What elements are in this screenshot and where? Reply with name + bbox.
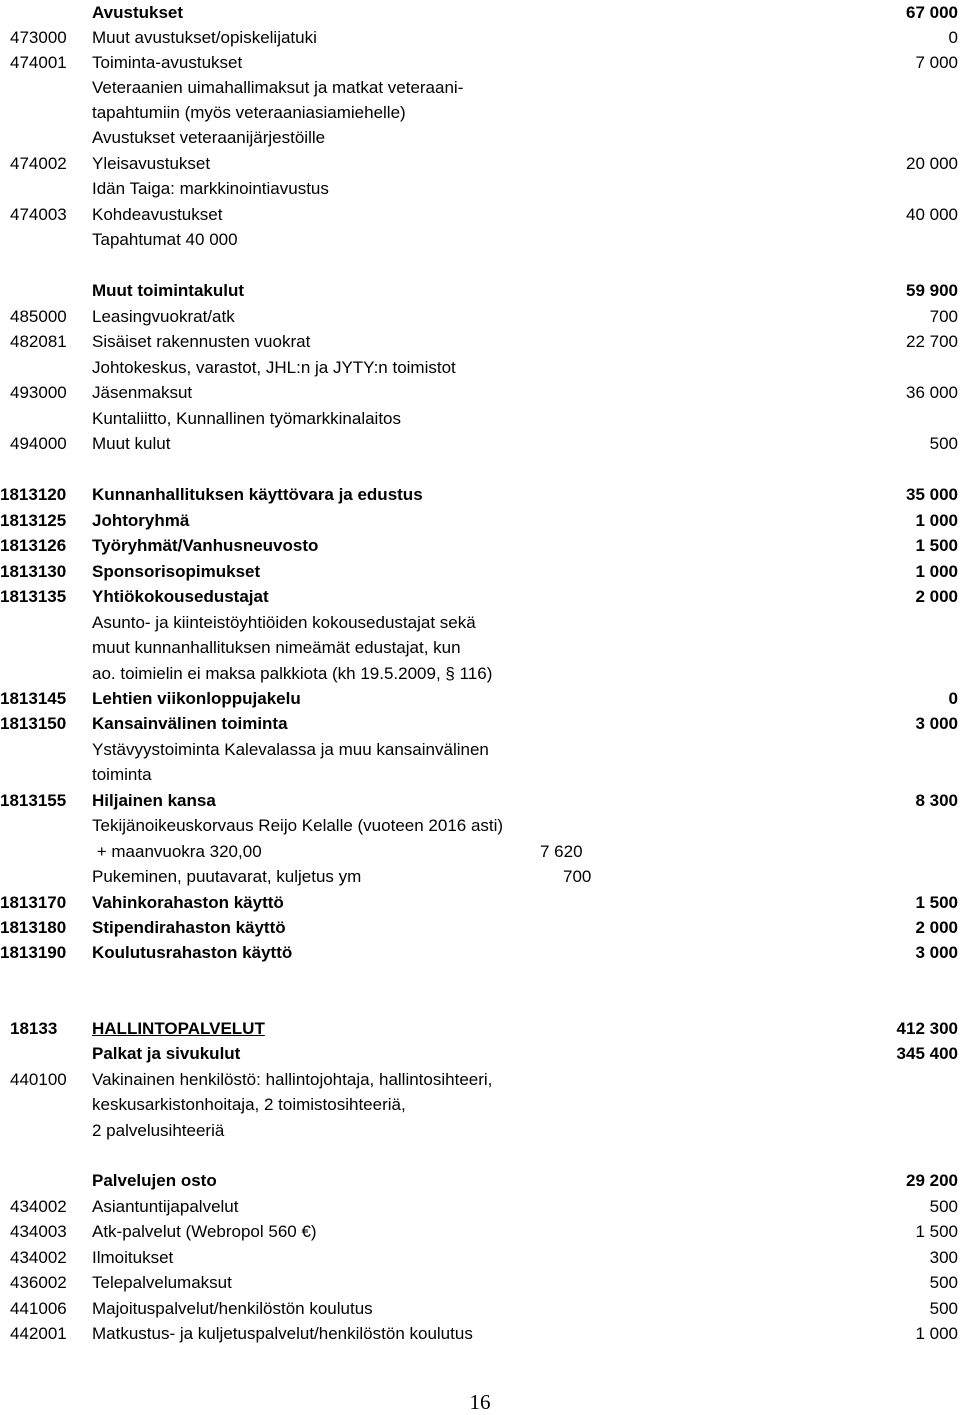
row-amount: 7 000 [915,53,958,72]
row-label: Muut toimintakulut [92,281,245,300]
account-code: 1813145 [0,689,67,708]
account-code: 436002 [10,1273,67,1292]
row-label: Palvelujen osto [92,1171,217,1190]
row-amount: 20 000 [906,154,958,173]
row-amount: 1 500 [915,893,958,912]
row-amount: 500 [929,434,958,453]
table-row [0,508,960,533]
row-amount: 1 000 [915,562,958,581]
row-amount: 0 [948,689,958,708]
row-amount: 59 900 [906,281,958,300]
row-label: Matkustus- ja kuljetuspalvelut/henkilöstön koulutus [92,1324,473,1343]
account-code: 434003 [10,1222,67,1241]
account-code: 494000 [10,434,67,453]
row-amount: 345 400 [896,1044,958,1063]
row-amount: 8 300 [915,791,958,810]
account-code: 474001 [10,53,67,72]
account-code: 1813125 [0,511,67,530]
row-amount: 3 000 [915,943,958,962]
row-amount: 2 000 [915,918,958,937]
table-row [0,304,960,329]
row-label: Muut avustukset/opiskelijatuki [92,28,317,47]
row-label: tapahtumiin (myös veteraaniasiamiehelle) [92,103,406,122]
row-amount: 22 700 [906,332,958,351]
table-row [0,915,960,940]
table-row [0,202,960,227]
table-row [0,1118,960,1143]
row-label: Yleisavustukset [92,154,211,173]
row-label: toiminta [92,765,152,784]
table-row [0,584,960,609]
row-label: Kunnanhallituksen käyttövara ja edustus [92,485,423,504]
row-label: muut kunnanhallituksen nimeämät edustajat, kun [92,638,461,657]
account-code: 434002 [10,1248,67,1267]
row-label: Johtoryhmä [92,511,190,530]
row-label: Koulutusrahaston käyttö [92,943,293,962]
table-row [0,737,960,762]
account-code: 485000 [10,307,67,326]
row-label: Stipendirahaston käyttö [92,918,286,937]
table-row [0,533,960,558]
table-row [0,1194,960,1219]
account-code: 1813126 [0,536,67,555]
row-label: Leasingvuokrat/atk [92,307,235,326]
row-label: Palkat ja sivukulut [92,1044,241,1063]
row-label: Veteraanien uimahallimaksut ja matkat veteraani- [92,78,464,97]
table-row [0,100,960,125]
row-amount: 67 000 [906,3,958,22]
table-row [0,1219,960,1244]
sub-amount: 7 620 [540,842,583,861]
row-label: Yhtiökokousedustajat [92,587,269,606]
row-label: Johtokeskus, varastot, JHL:n ja JYTY:n toimistot [92,358,456,377]
table-row [0,686,960,711]
account-code: 1813155 [0,791,67,810]
row-amount: 412 300 [896,1019,958,1038]
table-row [0,25,960,50]
row-label: Asiantuntijapalvelut [92,1197,239,1216]
row-amount: 3 000 [915,714,958,733]
row-amount: 1 000 [915,511,958,530]
table-row [0,1321,960,1346]
row-label: Kohdeavustukset [92,205,223,224]
table-row [0,1168,960,1193]
row-label: + maanvuokra 320,00 [92,842,262,861]
row-amount: 1 000 [915,1324,958,1343]
table-row [0,380,960,405]
table-row [0,176,960,201]
sub-amount: 700 [563,867,592,886]
table-row [0,1016,960,1041]
row-label: keskusarkistonhoitaja, 2 toimistosihteeriä, [92,1095,406,1114]
row-amount: 1 500 [915,1222,958,1241]
account-code: 474002 [10,154,67,173]
row-label: Ystävyystoiminta Kalevalassa ja muu kansainvälinen [92,740,489,759]
row-label: Asunto- ja kiinteistöyhtiöiden kokousedustajat sekä [92,613,476,632]
table-row [0,890,960,915]
table-row [0,661,960,686]
table-row [0,50,960,75]
row-label: Tekijänoikeuskorvaus Reijo Kelalle (vuoteen 2016 asti) [92,816,504,835]
account-code: 482081 [10,332,67,351]
table-row [0,0,960,25]
account-code: 440100 [10,1070,67,1089]
row-label: Muut kulut [92,434,171,453]
table-row [0,1041,960,1066]
account-code: 1813130 [0,562,67,581]
table-row [0,329,960,354]
table-row [0,482,960,507]
page-number: 16 [469,1390,491,1414]
row-label: Avustukset veteraanijärjestöille [92,128,326,147]
row-amount: 500 [929,1299,958,1318]
row-label: Telepalvelumaksut [92,1273,232,1292]
account-code: 442001 [10,1324,67,1343]
row-amount: 2 000 [915,587,958,606]
table-row [0,227,960,252]
table-row [0,635,960,660]
row-label: Pukeminen, puutavarat, kuljetus ym [92,867,362,886]
table-row [0,1067,960,1092]
row-label: Ilmoitukset [92,1248,174,1267]
row-label: Vahinkorahaston käyttö [92,893,284,912]
row-label: Atk-palvelut (Webropol 560 €) [92,1222,317,1241]
row-amount: 500 [929,1197,958,1216]
table-row [0,940,960,965]
table-row [0,278,960,303]
table-row [0,864,960,889]
row-label: Vakinainen henkilöstö: hallintojohtaja, hallintosihteeri, [92,1070,493,1089]
row-label: Lehtien viikonloppujakelu [92,689,301,708]
account-code: 441006 [10,1299,67,1318]
table-row [0,125,960,150]
account-code: 18133 [10,1019,58,1038]
table-row [0,1296,960,1321]
table-row [0,1245,960,1270]
account-code: 474003 [10,205,67,224]
row-label: Avustukset [92,3,184,22]
account-code: 1813135 [0,587,67,606]
table-row [0,151,960,176]
table-row [0,839,960,864]
account-code: 1813150 [0,714,67,733]
account-code: 473000 [10,28,67,47]
row-label: Työryhmät/Vanhusneuvosto [92,536,319,555]
row-amount: 29 200 [906,1171,958,1190]
row-label: Idän Taiga: markkinointiavustus [92,179,329,198]
table-row [0,559,960,584]
account-code: 1813120 [0,485,67,504]
row-label: Kansainvälinen toiminta [92,714,288,733]
row-label: Tapahtumat 40 000 [92,230,238,249]
row-label: Sisäiset rakennusten vuokrat [92,332,311,351]
row-amount: 300 [929,1248,958,1267]
row-amount: 1 500 [915,536,958,555]
row-label: Majoituspalvelut/henkilöstön koulutus [92,1299,373,1318]
row-label: Kuntaliitto, Kunnallinen työmarkkinalaitos [92,409,402,428]
row-label: Jäsenmaksut [92,383,193,402]
row-label: Hiljainen kansa [92,791,216,810]
row-amount: 40 000 [906,205,958,224]
account-code: 1813190 [0,943,67,962]
table-row [0,1092,960,1117]
table-row [0,711,960,736]
table-row [0,610,960,635]
row-label: Sponsorisopimukset [92,562,261,581]
row-amount: 36 000 [906,383,958,402]
account-code: 1813170 [0,893,67,912]
table-row [0,1270,960,1295]
row-label: HALLINTOPALVELUT [92,1019,265,1038]
row-label: Toiminta-avustukset [92,53,243,72]
table-row [0,431,960,456]
table-row [0,813,960,838]
row-label: 2 palvelusihteeriä [92,1121,225,1140]
account-code: 434002 [10,1197,67,1216]
table-row [0,788,960,813]
table-row [0,406,960,431]
row-amount: 500 [929,1273,958,1292]
row-label: ao. toimielin ei maksa palkkiota (kh 19.5.2009, § 116) [92,664,493,683]
table-row [0,75,960,100]
row-amount: 0 [948,28,958,47]
account-code: 493000 [10,383,67,402]
row-amount: 35 000 [906,485,958,504]
row-amount: 700 [929,307,958,326]
table-row [0,762,960,787]
account-code: 1813180 [0,918,67,937]
table-row [0,355,960,380]
